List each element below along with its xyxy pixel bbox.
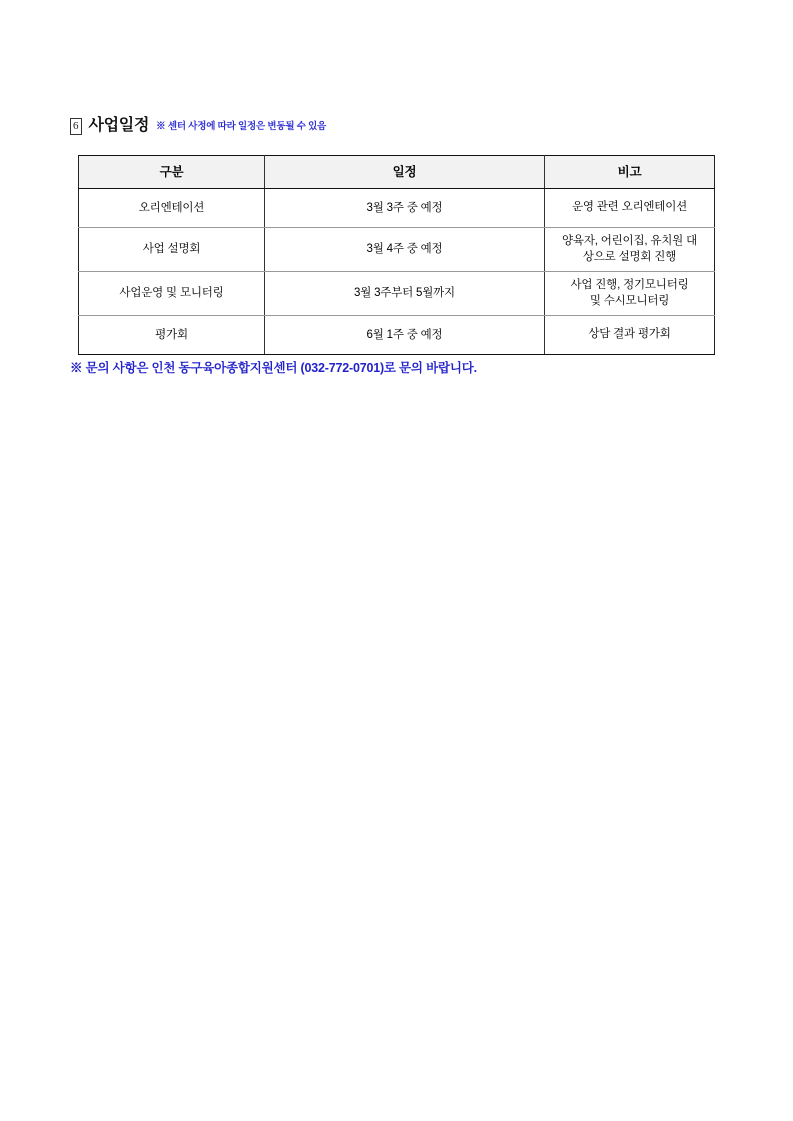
table-header [79, 156, 715, 189]
cell-remark-line2: 상으로 설명회 진행 [582, 250, 677, 263]
table-header-row [79, 156, 715, 189]
column-header-category: 구분 [79, 156, 265, 189]
section-note: ※ 센터 사정에 따라 일정은 변동될 수 있음 [156, 121, 327, 132]
cell-category: 사업 설명회 [79, 228, 265, 272]
table-row [79, 228, 715, 272]
section-heading [70, 112, 326, 136]
table-body [79, 189, 715, 355]
cell-remark [545, 189, 715, 228]
cell-schedule: 3월 3주부터 5월까지 [265, 272, 545, 316]
cell-remark [545, 228, 715, 272]
page-title: 사업일정 [88, 117, 150, 134]
cell-remark-line1: 양육자, 어린이집, 유치원 대 [562, 235, 697, 247]
cell-category: 사업운영 및 모니터링 [79, 272, 265, 316]
contact-footnote: ※ 문의 사항은 인천 동구육아종합지원센터 (032-772-0701)로 문의 바랍니다. [70, 361, 477, 375]
cell-remark [545, 316, 715, 355]
cell-category: 평가회 [79, 316, 265, 355]
cell-schedule: 3월 3주 중 예정 [265, 189, 545, 228]
cell-remark-line1: 사업 진행, 정기모니터링 [570, 279, 689, 292]
column-header-remark: 비고 [545, 156, 715, 189]
section-number-badge: 6 [70, 118, 82, 135]
cell-schedule: 3월 4주 중 예정 [265, 228, 545, 272]
table-row [79, 272, 715, 316]
cell-remark-line1: 운영 관련 오리엔테이션 [571, 201, 688, 214]
table-row [79, 189, 715, 228]
cell-category: 오리엔테이션 [79, 189, 265, 228]
cell-remark [545, 272, 715, 316]
cell-remark-line2: 및 수시모니터링 [589, 294, 670, 307]
cell-schedule: 6월 1주 중 예정 [265, 316, 545, 355]
schedule-table [78, 155, 715, 355]
table-row [79, 316, 715, 355]
column-header-schedule: 일정 [265, 156, 545, 189]
cell-remark-line1: 상담 결과 평가회 [588, 328, 671, 341]
